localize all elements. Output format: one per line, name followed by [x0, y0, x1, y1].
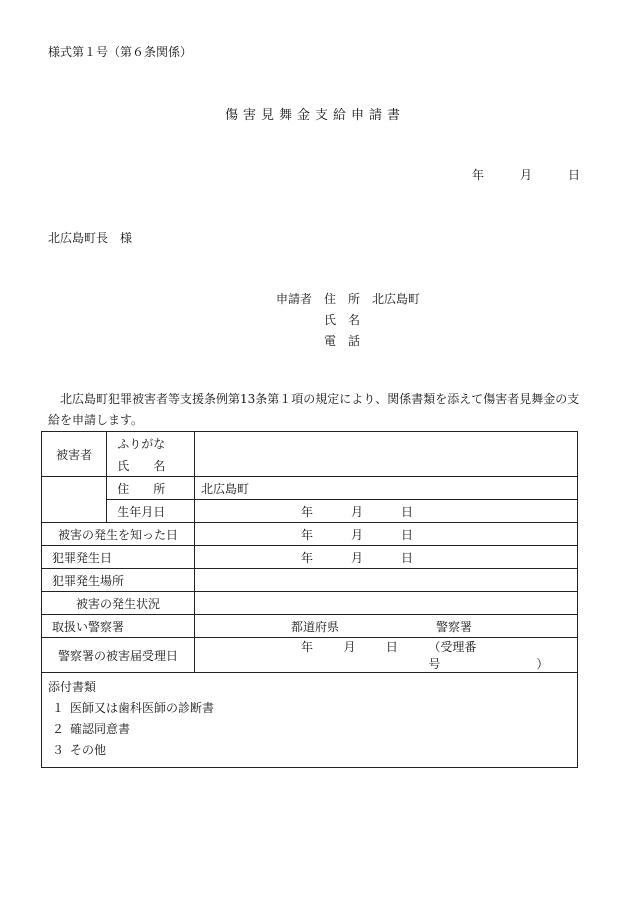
crime-date-field[interactable]: 年 月 日 — [195, 546, 578, 569]
victim-label: 被害者 — [42, 432, 107, 477]
known-date-label: 被害の発生を知った日 — [42, 523, 195, 546]
applicant-label: 申請者 — [276, 292, 313, 306]
date-day: 日 — [567, 168, 580, 182]
attachment-item: １ 医師又は歯科医師の診断書 — [52, 701, 215, 715]
applicant-address-value: 北広島町 — [372, 292, 421, 306]
victim-name-label: 氏 名 — [107, 454, 195, 477]
applicant-phone-label: 電 話 — [324, 334, 361, 348]
attachment-item: ２ 確認同意書 — [52, 722, 131, 736]
police-field[interactable] — [195, 615, 578, 638]
receipt-number: （受理番号 ） — [428, 640, 549, 671]
document-title: 傷害見舞金支給申請書 — [224, 108, 405, 123]
furigana-field[interactable] — [195, 432, 578, 455]
form-number: 様式第１号（第６条関係） — [48, 45, 193, 59]
police-label: 取扱い警察署 — [42, 615, 195, 638]
victim-address-value[interactable]: 北広島町 — [195, 477, 578, 500]
crime-place-label: 犯罪発生場所 — [42, 569, 195, 592]
addressee: 北広島町長 様 — [48, 231, 133, 245]
furigana-label: ふりがな — [107, 432, 195, 455]
victim-address-label: 住 所 — [107, 477, 195, 500]
application-date — [472, 166, 580, 183]
situation-field[interactable] — [195, 592, 578, 615]
crime-date-label: 犯罪発生日 — [42, 546, 195, 569]
attachments-title: 添付書類 — [48, 680, 97, 694]
known-date-field[interactable]: 年 月 日 — [195, 523, 578, 546]
victim-birthdate-field[interactable]: 年 月 日 — [195, 500, 578, 523]
situation-label: 被害の発生状況 — [42, 592, 195, 615]
crime-place-field[interactable] — [195, 569, 578, 592]
prefecture-label: 都道府県 — [291, 619, 340, 634]
report-date-field[interactable]: 年 月 日 （受理番号 ） — [195, 638, 578, 673]
application-table — [41, 431, 578, 768]
applicant-address-label: 住 所 — [324, 292, 361, 306]
victim-name-field[interactable] — [195, 454, 578, 477]
attachment-item: ３ その他 — [52, 743, 107, 757]
victim-birthdate-label: 生年月日 — [107, 500, 195, 523]
attachments-section — [42, 673, 578, 768]
applicant-name-label: 氏 名 — [324, 313, 361, 327]
police-station-label: 警察署 — [436, 619, 473, 634]
date-month: 月 — [519, 168, 532, 182]
applicant-block — [276, 289, 420, 352]
date-year: 年 — [471, 168, 484, 182]
report-date-label: 警察署の被害届受理日 — [42, 638, 195, 673]
application-statement: 北広島町犯罪被害者等支援条例第13条第１項の規定により、関係書類を添えて傷害者見舞金の支給を申請します。 — [48, 392, 580, 427]
